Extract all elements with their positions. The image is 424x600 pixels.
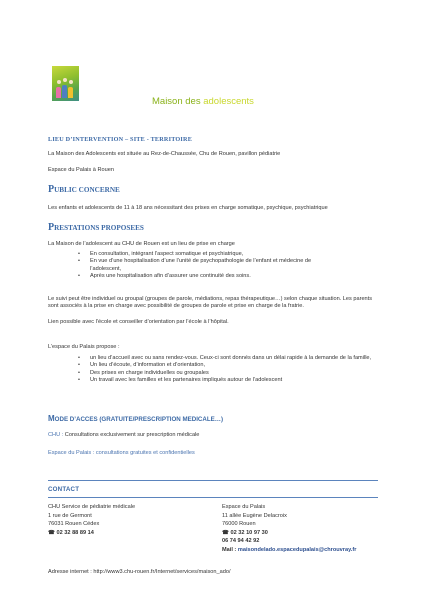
lieu-heading: LIEU D’INTERVENTION – SITE - TERRITOIRE (48, 136, 193, 143)
acces-heading-cap: M (48, 414, 55, 423)
public-heading (48, 184, 120, 195)
contact-top-rule (48, 480, 378, 481)
contact-palais-line2: 11 allée Eugène Delacroix (222, 512, 287, 519)
bullet-palais-3: • Des prises en charge individuelles ou groupales (48, 370, 378, 377)
bullet-chu-3: • Après une hospitalisation afin d’assurer une continuité des soins. (48, 273, 378, 280)
contact-mail-label: Mail : (222, 546, 238, 553)
prestations-intro: La Maison de l’adolescent au CHU de Rouen est un lieu de prise en charge (48, 241, 235, 247)
prestations-heading (48, 222, 144, 233)
contact-palais (222, 503, 356, 555)
contact-palais-line3: 76000 Rouen (222, 521, 256, 528)
bullet-palais-2: • Un lieu d’écoute, d’information et d’orientation, (48, 362, 378, 369)
contact-chu-line1: CHU Service de pédiatrie médicale (48, 504, 136, 510)
public-heading-cap: P (48, 184, 55, 195)
title-main: Maison des (152, 96, 201, 107)
prestations-heading-cap: P (48, 222, 55, 233)
contact-heading: CONTACT (48, 486, 80, 493)
contact-chu (48, 503, 135, 537)
bullet-palais-4: • Un travail avec les familles et les partenaires impliqués autour de l’adolescent (48, 377, 378, 384)
acces-heading-rest: ODE D’ACCES (GRATUITE/PRESCRIPTION MEDICALE…) (54, 416, 223, 423)
contact-palais-mail (222, 546, 356, 555)
bullet-chu-2: • En vue d’une hospitalisation d’une l’unité de psychopathologie de l’enfant et médecine de l’adolescent, (48, 258, 320, 273)
lieu-text-2: Espace du Palais à Rouen (48, 167, 114, 173)
contact-mail-link[interactable]: maisondelado.espacedupalais@chrouvray.fr (237, 546, 357, 553)
prestations-para: Le suivi peut être individuel ou groupal (groupes de parole, médiations, repas thérapeutique…) selon chaque situation. Les parents sont associés à la prise en charge avec possibilité de groupes de parole et prise en charge de la fratrie. (48, 296, 373, 310)
acces-chu (48, 432, 199, 439)
acces-chu-text: Consultations exclusivement sur prescription médicale (64, 432, 200, 438)
contact-chu-line3: 76031 Rouen Cédex (48, 521, 100, 528)
prestations-heading-rest: RESTATIONS PROPOSEES (54, 224, 144, 232)
contact-chu-phone: ☎ 02 32 88 89 14 (48, 529, 94, 536)
acces-chu-label: CHU : (48, 432, 65, 438)
bullets-palais (48, 355, 378, 385)
prestations-link-line: Lien possible avec l’école et conseiller d’orientation par l’école à l’hôpital. (48, 319, 229, 325)
contact-palais-phone-1: ☎ 02 32 10 97 30 (222, 529, 268, 536)
bullet-palais-1: • un lieu d’accueil avec ou sans rendez-vous. Ceux-ci sont donnés dans un délai rapide à la demande de la famille, (48, 355, 378, 362)
contact-palais-phone-2: 06 74 94 42 92 (222, 538, 260, 545)
acces-heading (48, 414, 223, 423)
bullet-chu-1: • En consultation, intégrant l’aspect somatique et psychiatrique, (48, 251, 378, 258)
contact-palais-line1: Espace du Palais (222, 504, 266, 510)
logo (52, 66, 79, 101)
contact-bottom-rule (48, 497, 378, 498)
contact-website[interactable]: Adresse internet : http://www3.chu-rouen.fr/Internet/services/maison_ado/ (48, 569, 231, 575)
palais-intro: L’espace du Palais propose : (48, 344, 120, 350)
acces-palais: Espace du Palais : consultations gratuites et confidentielles (48, 450, 195, 456)
public-text: Les enfants et adolescents de 11 à 18 ans nécessitant des prises en charge somatique, psychique, psychiatrique (48, 205, 328, 211)
page-title (152, 96, 254, 107)
public-heading-rest: UBLIC CONCERNE (54, 186, 120, 194)
contact-chu-line2: 1 rue de Germont (48, 512, 92, 519)
lieu-text-1: La Maison des Adolescents est située au Rez-de-Chaussée, Chu de Rouen, pavillon pédiatrie (48, 151, 281, 157)
title-accent: adolescents (203, 96, 254, 107)
bullets-chu (48, 251, 378, 281)
